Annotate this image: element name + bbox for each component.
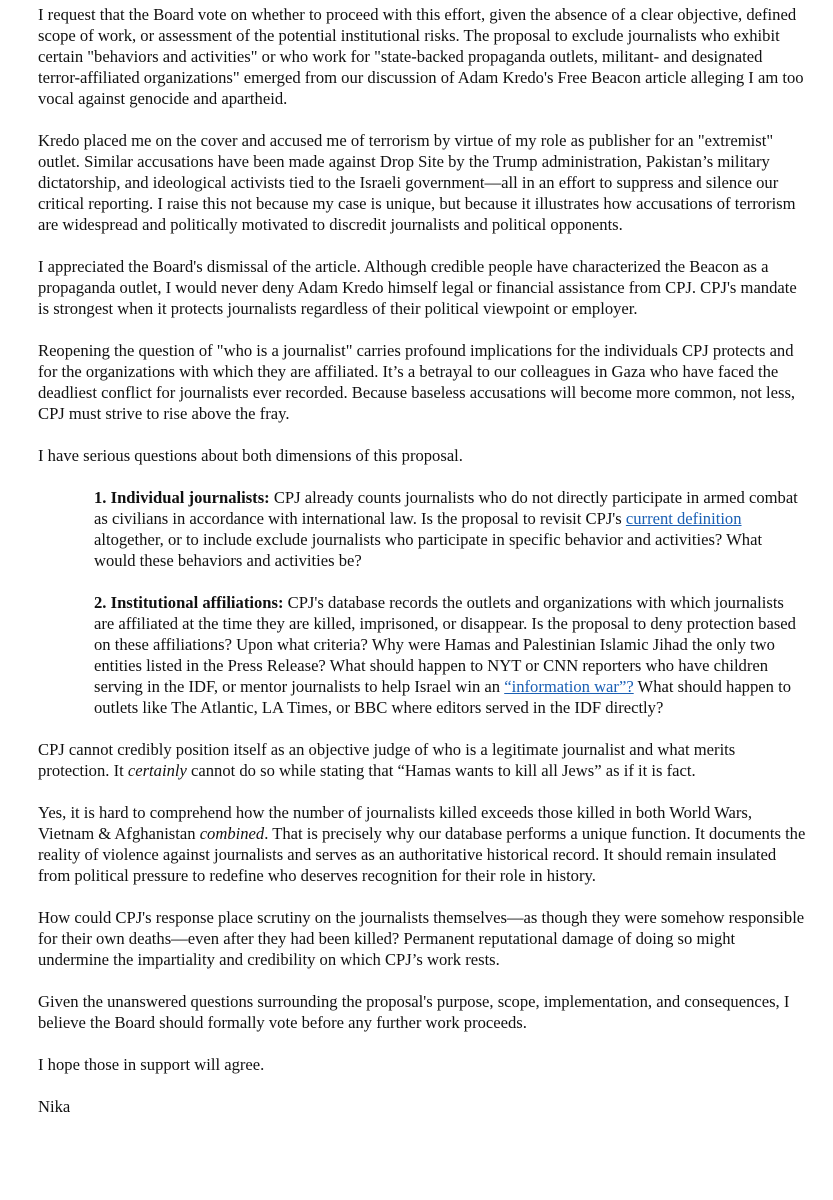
list-text: altogether, or to include exclude journalists who participate in specific behavior and activities? What would these behaviors and activities be? bbox=[94, 530, 763, 570]
paragraph-closing: I hope those in support will agree. bbox=[38, 1055, 265, 1074]
list-item-institutional-affiliations bbox=[94, 592, 807, 718]
list-text: CPJ already counts journalists who do not directly participate in armed combat as civilians in accordance with international law. Is the proposal to revisit CPJ's bbox=[94, 488, 798, 528]
paragraph-kredo-accusation: Kredo placed me on the cover and accused me of terrorism by virtue of my role as publisher for an "extremist" outlet. Similar accusations have been made against Drop Site by the Trump administration, Pakistan’s military dictatorship, and ideological activists tied to the Israeli government—all in an effort to suppress and silence our critical reporting. I raise this not because my case is unique, but because it illustrates how accusations of terrorism are widespread and politically motivated to discredit journalists and political opponents. bbox=[38, 131, 796, 234]
paragraph-text: CPJ cannot credibly position itself as an objective judge of who is a legitimate journalist and what merits protection. It bbox=[38, 740, 736, 780]
list-number: 1. bbox=[94, 488, 107, 507]
information-war-link[interactable]: “information war”? bbox=[504, 677, 634, 696]
list-number: 2. bbox=[94, 593, 107, 612]
paragraph-board-dismissal: I appreciated the Board's dismissal of the article. Although credible people have characterized the Beacon as a propaganda outlet, I would never deny Adam Kredo himself legal or financial assistance from CPJ. CPJ's mandate is strongest when it protects journalists regardless of their political viewpoint or employer. bbox=[38, 257, 797, 318]
paragraph-serious-questions: I have serious questions about both dimensions of this proposal. bbox=[38, 446, 463, 465]
list-text: What should happen to outlets like The Atlantic, LA Times, or BBC where editors served in the IDF directly? bbox=[94, 677, 791, 717]
paragraph-who-is-journalist: Reopening the question of "who is a journalist" carries profound implications for the individuals CPJ protects and for the organizations with which they are affiliated. It’s a betrayal to our colleagues in Gaza who have faced the deadliest conflict for journalists ever recorded. Because baseless accusations will become more common, not less, CPJ must strive to rise above the fray. bbox=[38, 341, 796, 423]
emphasis-combined: combined bbox=[199, 824, 265, 843]
paragraph-scrutiny-question: How could CPJ's response place scrutiny on the journalists themselves—as though they were somehow responsible for their own deaths—even after they had been killed? Permanent reputational damage of doing so might undermine the impartiality and credibility on which CPJ’s work rests. bbox=[38, 908, 805, 969]
paragraph-text: Yes, it is hard to comprehend how the number of journalists killed exceeds those killed in both World Wars, Vietnam & Afghanistan bbox=[38, 803, 752, 843]
emphasis-certainly: certainly bbox=[127, 761, 187, 780]
paragraph-text: . That is precisely why our database performs a unique function. It documents the reality of violence against journalists and serves as an authoritative historical record. It should remain insulated from political pressure to redefine who deserves recognition for their role in history. bbox=[38, 824, 806, 885]
paragraph-objective-judge bbox=[38, 739, 807, 781]
paragraph-formal-vote: Given the unanswered questions surrounding the proposal's purpose, scope, implementation, and consequences, I believe the Board should formally vote before any further work proceeds. bbox=[38, 992, 790, 1032]
current-definition-link[interactable]: current definition bbox=[625, 509, 742, 528]
list-item-individual-journalists bbox=[94, 487, 807, 571]
list-heading: Institutional affiliations: bbox=[110, 593, 284, 612]
paragraph-text: cannot do so while stating that “Hamas wants to kill all Jews” as if it is fact. bbox=[186, 761, 696, 780]
paragraph-board-vote-request: I request that the Board vote on whether to proceed with this effort, given the absence of a clear objective, defined scope of work, or assessment of the potential institutional risks. The proposal to exclude journalists who exhibit certain "behaviors and activities" or who work for "state-backed propaganda outlets, militant- and designated terror-affiliated organizations" emerged from our discussion of Adam Kredo's Free Beacon article alleging I am too vocal against genocide and apartheid. bbox=[38, 5, 804, 108]
list-heading: Individual journalists: bbox=[110, 488, 270, 507]
paragraph-database-function bbox=[38, 802, 807, 886]
list-text: CPJ's database records the outlets and organizations with which journalists are affiliated at the time they are killed, imprisoned, or disappear. Is the proposal to deny protection based on these affiliations? Upon what criteria? Why were Hamas and Palestinian Islamic Jihad the only two entities listed in the Press Release? What should happen to NYT or CNN reporters who have children serving in the IDF, or mentor journalists to help Israel win an bbox=[94, 593, 796, 696]
signature: Nika bbox=[38, 1097, 71, 1116]
